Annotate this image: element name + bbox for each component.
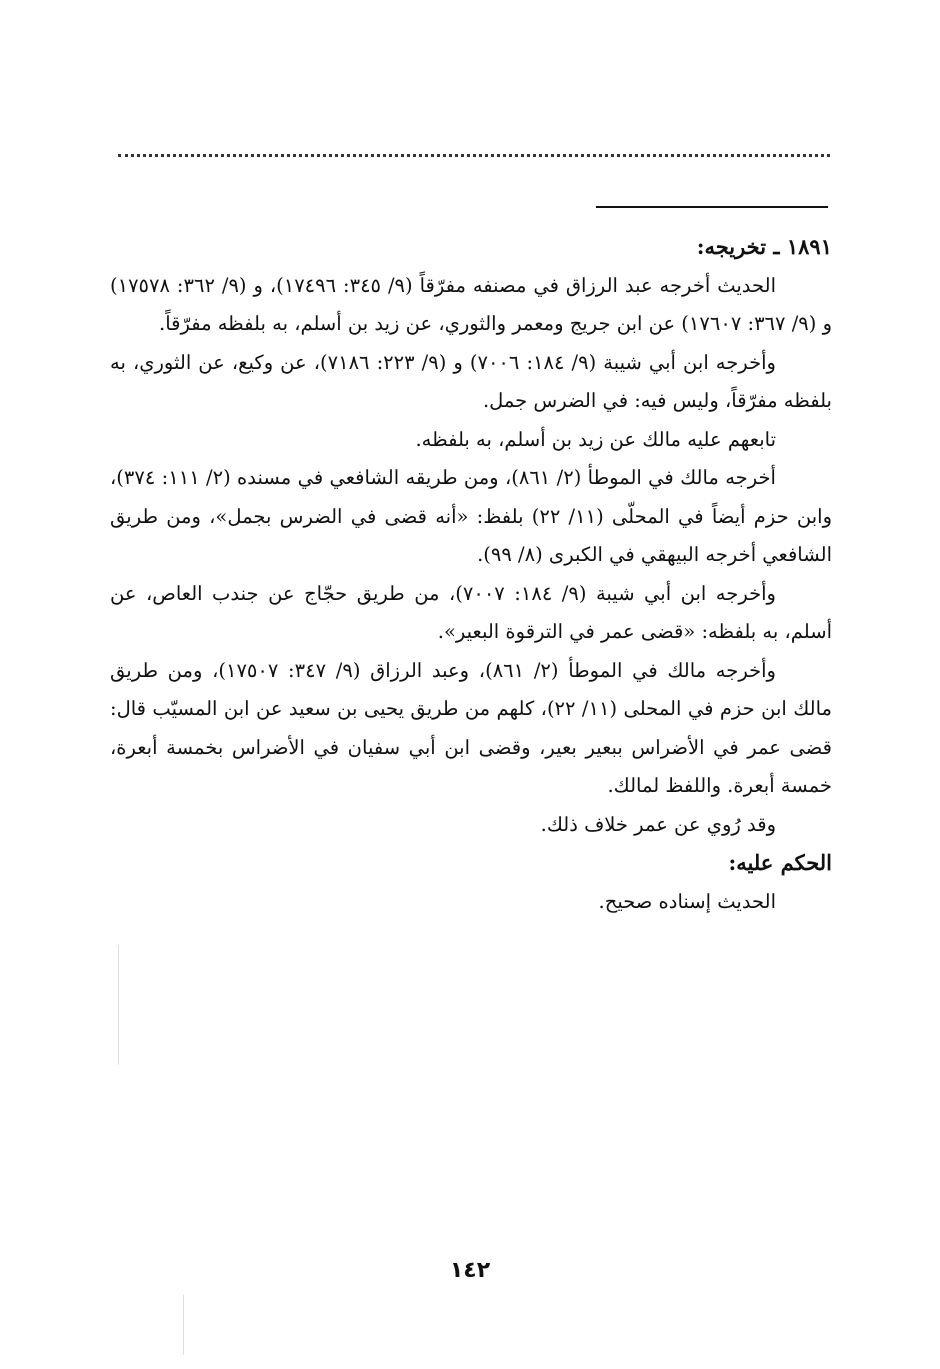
page-number: ١٤٢ — [449, 1258, 491, 1283]
hadith-takhrij-heading: ١٨٩١ ـ تخريجه: — [696, 234, 832, 259]
paragraph-ibn-abi-shaybah: وأخرجه ابن أبي شيبة (٩/ ١٨٤: ٧٠٠٦) و (٩/ ٢٢٣: ٧١٨٦)، عن وكيع، عن الثوري، به بلفظه مفرّقاً، وليس فيه: في الضرس جمل. — [110, 350, 832, 412]
footnote-text-block — [110, 228, 832, 921]
ruling-text: الحديث إسناده صحيح. — [598, 889, 776, 913]
scan-artifact-line — [118, 945, 119, 1065]
paragraph-malik-abdulrazzaq: وأخرجه مالك في الموطأ (٢/ ٨٦١)، وعبد الرزاق (٩/ ٣٤٧: ١٧٥٠٧)، ومن طريق مالك ابن حزم في المحلى (١١/ ٢٢)، كلهم من طريق يحيى بن سعيد عن ابن المسيّب قال: قضى عمر في الأضراس ببعير بعير، وقضى ابن أبي سفيان في الأضراس بخمسة أبعرة، خمسة أبعرة. واللفظ لمالك. — [110, 658, 832, 797]
paragraph-ibn-abi-shaybah-second: وأخرجه ابن أبي شيبة (٩/ ١٨٤: ٧٠٠٧)، من طريق حجّاج عن جندب العاص، عن أسلم، به بلفظه: «قضى عمر في الترقوة البعير». — [110, 581, 832, 643]
paragraph-malik-follow-up: تابعهم عليه مالك عن زيد بن أسلم، به بلفظه. — [415, 427, 776, 451]
dotted-separator — [118, 154, 830, 157]
paragraph-muwatta: أخرجه مالك في الموطأ (٢/ ٨٦١)، ومن طريقه الشافعي في مسنده (٢/ ١١١: ٣٧٤)، وابن حزم أيضاً في المحلّى (١١/ ٢٢) بلفظ: «أنه قضى في الضرس بجمل»، ومن طريق الشافعي أخرجه البيهقي في الكبرى (٨/ ٩٩). — [110, 466, 833, 566]
scan-artifact-line — [183, 1295, 184, 1355]
paragraph-abdulrazzaq: الحديث أخرجه عبد الرزاق في مصنفه مفرّقاً (٩/ ٣٤٥: ١٧٤٩٦)، و (٩/ ٣٦٢: ١٧٥٧٨) و (٩/ ٣٦٧: ١٧٦٠٧) عن ابن جريج ومعمر والثوري، عن زيد بن أسلم، به بلفظه مفرّقاً. — [110, 273, 832, 335]
ruling-heading: الحكم عليه: — [728, 850, 832, 875]
footnote-separator-line — [596, 206, 828, 208]
paragraph-contrary-report: وقد رُوي عن عمر خلاف ذلك. — [540, 812, 776, 836]
